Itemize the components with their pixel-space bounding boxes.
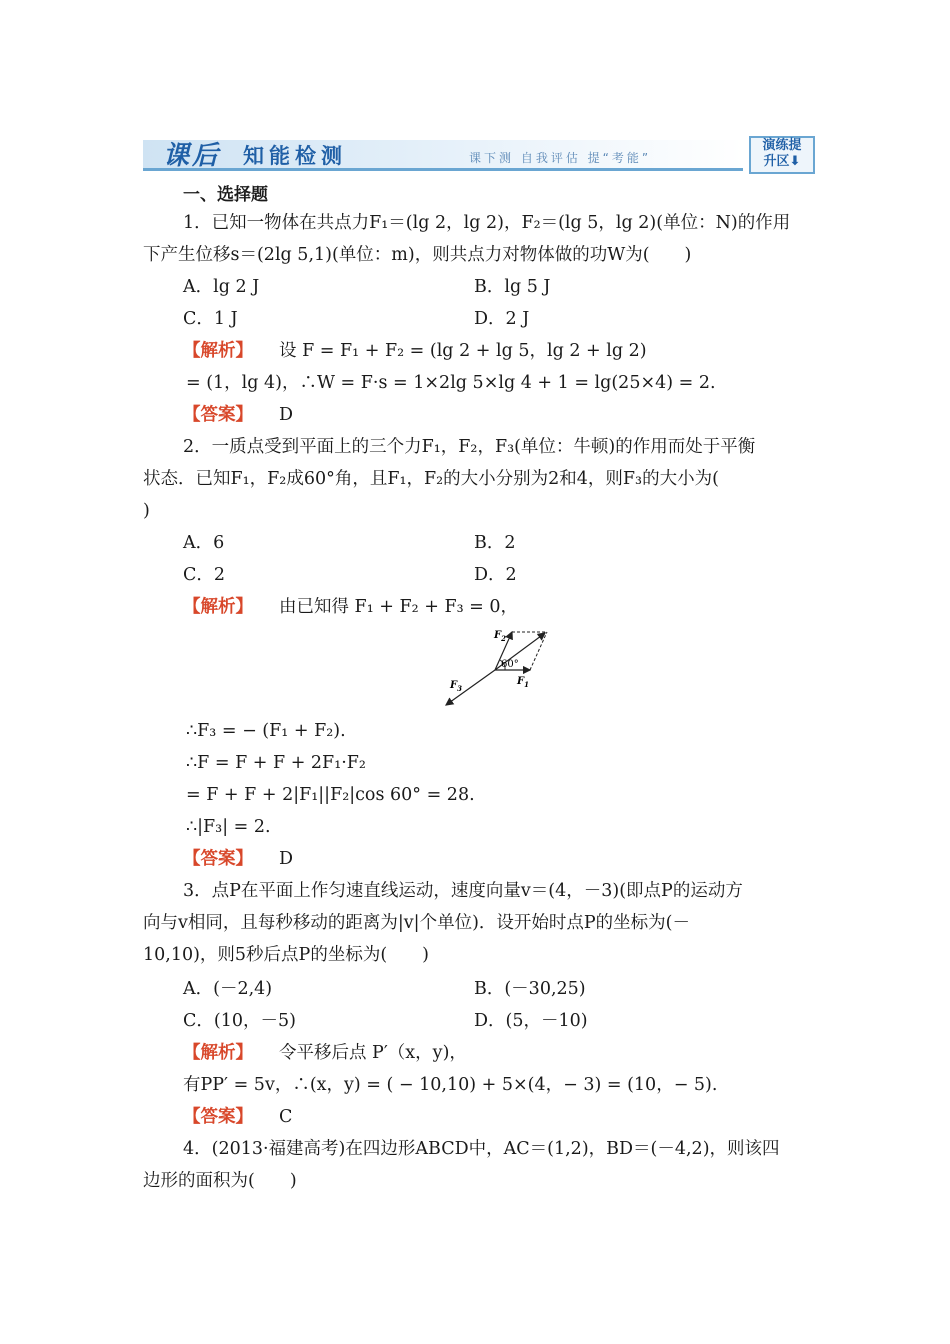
banner-title-main: 课后 <box>163 141 222 171</box>
analysis-tag: 【解析】 <box>183 597 253 617</box>
label-f1: $F_1$ <box>517 676 529 689</box>
arrow-down-icon: ⬇ <box>789 154 801 169</box>
q2-step4: ∴|F₃| = 2. <box>186 817 271 837</box>
q3-answer-value: C <box>279 1107 293 1127</box>
badge-line1: 演练提 <box>762 138 802 153</box>
q1-line1: 1．已知一物体在共点力F₁＝(lg 2，lg 2)，F₂＝(lg 5，lg 2)(单位：N)的作用 <box>183 213 791 233</box>
q2-answer <box>183 848 293 870</box>
q1-option-b: B．lg 5 J <box>474 277 551 297</box>
q1-answer <box>183 404 293 426</box>
q2-analysis-line1: 由已知得 F₁ + F₂ + F₃ = 0， <box>279 597 519 617</box>
q2-line2: 状态．已知F₁，F₂成60°角，且F₁，F₂的大小分别为2和4，则F₃的大小为( <box>143 469 719 489</box>
q3-option-c: C．(10，－5) <box>183 1011 296 1031</box>
q1-option-d: D．2 J <box>474 309 530 329</box>
q2-analysis <box>183 596 518 618</box>
answer-tag: 【答案】 <box>183 849 253 869</box>
q2-option-d: D．2 <box>474 565 517 585</box>
label-f3: $F_3$ <box>450 680 462 693</box>
badge-line2: 升区 <box>763 154 790 169</box>
banner-title-secondary: 知能检测 <box>243 144 347 168</box>
label-f2: $F_2$ <box>494 630 506 643</box>
section-banner <box>143 133 815 173</box>
q1-analysis-line1: 设 F = F₁ + F₂ = (lg 2 + lg 5，lg 2 + lg 2) <box>279 341 647 361</box>
q2-line1: 2．一质点受到平面上的三个力F₁，F₂，F₃(单位：牛顿)的作用而处于平衡 <box>183 437 756 457</box>
q2-option-c: C．2 <box>183 565 226 585</box>
q1-analysis <box>183 340 647 362</box>
q3-option-a: A．(－2,4) <box>183 979 273 999</box>
angle-label: 60° <box>501 659 519 670</box>
q2-step1: ∴F₃ = − (F₁ + F₂). <box>186 721 346 741</box>
analysis-tag: 【解析】 <box>183 341 253 361</box>
q1-answer-value: D <box>279 405 294 425</box>
q3-answer <box>183 1106 292 1128</box>
q3-analysis-line1: 令平移后点 P′（x，y)， <box>279 1043 467 1063</box>
q1-option-c: C．1 J <box>183 309 238 329</box>
q3-option-d: D．(5，－10) <box>474 1011 588 1031</box>
q2-option-a: A．6 <box>183 533 225 553</box>
section-title: 一、选择题 <box>183 185 268 205</box>
q1-analysis-line2: = (1，lg 4)，∴W = F·s = 1×2lg 5×lg 4 + 1 = lg(25×4) = 2. <box>186 373 716 393</box>
banner-subtitle: 课下测 自我评估 提“考能” <box>469 151 652 165</box>
q2-option-b: B．2 <box>474 533 516 553</box>
answer-tag: 【答案】 <box>183 1107 253 1127</box>
q3-line3: 10,10)，则5秒后点P的坐标为( ) <box>143 945 429 965</box>
q3-analysis <box>183 1042 467 1064</box>
q1-line2: 下产生位移s＝(2lg 5,1)(单位：m)，则共点力对物体做的功W为( ) <box>143 245 692 265</box>
q1-option-a: A．lg 2 J <box>183 277 260 297</box>
banner-badge <box>749 136 815 174</box>
q3-line2: 向与v相同，且每秒移动的距离为|v|个单位)．设开始时点P的坐标为(－ <box>143 913 690 933</box>
q2-line3: ) <box>143 501 150 521</box>
q4-line2: 边形的面积为( ) <box>143 1171 297 1191</box>
q3-option-b: B．(－30,25) <box>474 979 586 999</box>
q2-answer-value: D <box>279 849 294 869</box>
analysis-tag: 【解析】 <box>183 1043 253 1063</box>
q4-line1: 4．(2013·福建高考)在四边形ABCD中，AC＝(1,2)，BD＝(－4,2)，则该四 <box>183 1139 780 1159</box>
q3-line1: 3．点P在平面上作匀速直线运动，速度向量v＝(4，－3)(即点P的运动方 <box>183 881 743 901</box>
q3-analysis-line2: 有PP′ = 5v，∴(x，y) = ( − 10,10) + 5×(4，− 3) = (10，− 5). <box>183 1075 718 1095</box>
answer-tag: 【答案】 <box>183 405 253 425</box>
q2-step3: = F + F + 2|F₁||F₂|cos 60° = 28. <box>186 785 475 805</box>
banner-bar <box>143 140 743 171</box>
force-diagram <box>430 622 560 710</box>
q2-step2: ∴F = F + F + 2F₁·F₂ <box>186 753 366 773</box>
